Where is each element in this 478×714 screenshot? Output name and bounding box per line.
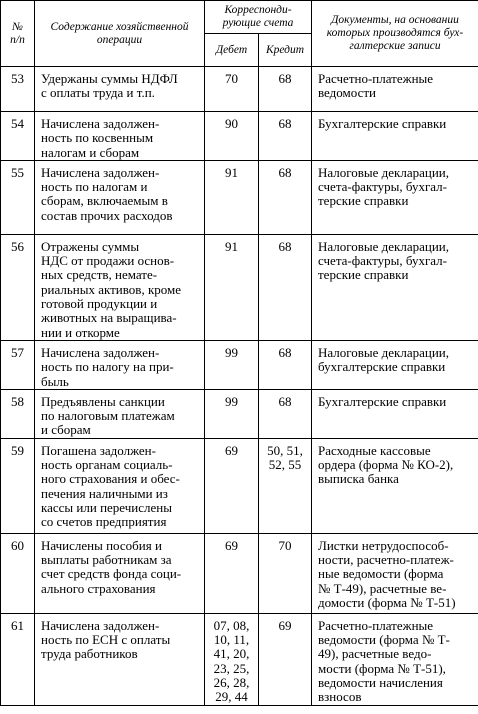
row-number-cell: 53 <box>1 67 35 112</box>
operation-text-line: риальных активов, кроме <box>41 281 182 297</box>
op-cell <box>35 438 205 533</box>
header-operation <box>35 1 205 67</box>
header-accounts-line: Корреспонди- <box>224 4 292 16</box>
header-accounts <box>205 1 312 34</box>
operation-text-line: ность по косвенным <box>41 130 154 146</box>
docs-cell <box>312 389 478 438</box>
table-row <box>1 160 478 234</box>
row-number-cell: 57 <box>1 340 35 389</box>
documents-text-line: Расходные кассовые <box>318 442 431 458</box>
operation-text-line: ного страхования и обес- <box>41 471 180 487</box>
credit-cell <box>259 234 312 340</box>
operation-text-line: ность органам социаль- <box>41 457 173 473</box>
documents-text-line: ности, расчетно-платеж- <box>318 552 454 568</box>
credit-cell <box>259 340 312 389</box>
row-number-cell: 60 <box>1 533 35 613</box>
documents-text-line: выписка банка <box>318 471 399 487</box>
debit-account: 91 <box>225 238 238 254</box>
row-number-cell: 61 <box>1 613 35 705</box>
header-documents-line: галтерские записи <box>349 40 441 52</box>
credit-cell <box>259 160 312 234</box>
debit-cell <box>205 340 259 389</box>
table-row <box>1 389 478 438</box>
header-documents-line: которых производятся бух- <box>326 27 464 39</box>
debit-cell <box>205 438 259 533</box>
operation-text-line: нии и откорме <box>41 324 120 340</box>
table-row <box>1 340 478 389</box>
operation-text-line: и сборам <box>41 422 91 438</box>
credit-account: 70 <box>278 537 292 553</box>
operation-text-line: Начислена задолжен- <box>41 116 160 131</box>
operation-text-line: труда работников <box>41 646 138 662</box>
debit-account: 29, 44 <box>215 689 248 705</box>
credit-cell <box>259 389 312 438</box>
credit-account: 50, 51, <box>267 442 303 458</box>
operation-text-line: ность по налогам и <box>41 179 148 195</box>
debit-account: 91 <box>225 164 238 180</box>
row-number-cell: 59 <box>1 438 35 533</box>
row-number-cell: 56 <box>1 234 35 340</box>
docs-cell <box>312 112 478 161</box>
operation-text-line: Удержаны суммы НДФЛ <box>41 71 178 86</box>
debit-account: 90 <box>225 116 238 131</box>
credit-account: 68 <box>278 116 292 131</box>
header-credit: Кредит <box>259 34 312 67</box>
docs-cell <box>312 613 478 705</box>
credit-account: 69 <box>278 617 292 633</box>
debit-cell <box>205 112 259 161</box>
operation-text-line: Начислена задолжен- <box>41 344 160 360</box>
credit-cell <box>259 613 312 705</box>
op-cell <box>35 613 205 705</box>
documents-text-line: ведомости начисления <box>318 674 443 690</box>
operation-text-line: выплаты работникам за <box>41 552 172 568</box>
table-row <box>1 438 478 533</box>
header-operation-line: Содержание хозяйственной <box>50 20 189 33</box>
operation-text-line: НДС от продажи основ- <box>41 253 175 269</box>
operation-text-line: ность по ЕСН с оплаты <box>41 632 171 648</box>
debit-cell <box>205 160 259 234</box>
documents-text-line: Расчетно-платежные <box>318 617 434 633</box>
debit-cell <box>205 234 259 340</box>
docs-cell <box>312 67 478 112</box>
operation-text-line: Начислена задолжен- <box>41 617 160 633</box>
operation-text-line: с оплаты труда и т.п. <box>41 85 155 101</box>
documents-text-line: Бухгалтерские справки <box>318 116 447 131</box>
header-num <box>1 1 35 67</box>
header-num-line: п/п <box>10 33 25 46</box>
debit-account: 26, 28, <box>213 674 250 690</box>
operation-text-line: ность по налогу на при- <box>41 359 174 375</box>
op-cell <box>35 533 205 613</box>
op-cell <box>35 67 205 112</box>
credit-account: 68 <box>278 71 292 86</box>
documents-text-line: домости (форма № Т-51) <box>318 594 456 610</box>
debit-account: 69 <box>225 442 238 458</box>
debit-account: 07, 08, <box>213 617 250 633</box>
documents-text-line: Расчетно-платежные <box>318 71 434 86</box>
debit-cell <box>205 389 259 438</box>
op-cell <box>35 160 205 234</box>
documents-text-line: Бухгалтерские справки <box>318 393 447 409</box>
documents-text-line: Листки нетрудоспособ- <box>318 537 449 553</box>
credit-cell <box>259 438 312 533</box>
header-documents <box>312 1 478 67</box>
debit-account: 10, 11, <box>213 632 250 648</box>
op-cell <box>35 112 205 161</box>
documents-text-line: ные ведомости (форма <box>318 566 444 582</box>
documents-text-line: Налоговые декларации, <box>318 238 450 254</box>
row-number-cell: 54 <box>1 112 35 161</box>
table-row <box>1 67 478 112</box>
docs-cell <box>312 438 478 533</box>
operation-text-line: сборам, включаемым в <box>41 193 168 209</box>
debit-account: 70 <box>225 71 238 86</box>
operation-text-line: налогам и сборам <box>41 144 140 160</box>
row-number-cell: 55 <box>1 160 35 234</box>
operation-text-line: Отражены суммы <box>41 238 140 254</box>
documents-text-line: счета-фактуры, бухгал- <box>318 253 447 269</box>
credit-cell <box>259 533 312 613</box>
debit-cell <box>205 67 259 112</box>
operation-text-line: готовой продукции и <box>41 296 158 312</box>
operation-text-line: счет средств фонда соци- <box>41 566 182 582</box>
operation-text-line: по налоговым платежам <box>41 408 175 424</box>
operation-text-line: ных средств, немате- <box>41 267 158 283</box>
documents-text-line: ордера (форма № КО-2), <box>318 457 454 473</box>
documents-text-line: мости (форма № Т-51), <box>318 660 446 676</box>
credit-account: 52, 55 <box>268 457 302 473</box>
header-debit: Дебет <box>205 34 259 67</box>
docs-cell <box>312 533 478 613</box>
header-accounts-line: рующие счета <box>222 17 294 29</box>
op-cell <box>35 340 205 389</box>
op-cell <box>35 389 205 438</box>
table-body <box>1 67 478 706</box>
debit-cell <box>205 533 259 613</box>
op-cell <box>35 234 205 340</box>
table-row <box>1 533 478 613</box>
table-row <box>1 112 478 161</box>
operation-text-line: быль <box>41 373 69 389</box>
debit-account: 69 <box>225 537 238 553</box>
documents-text-line: ведомости <box>318 85 376 101</box>
documents-text-line: Налоговые декларации, <box>318 344 450 360</box>
debit-cell <box>205 613 259 705</box>
documents-text-line: 49), расчетные ведо- <box>318 646 432 662</box>
operation-text-line: со счетов предприятия <box>41 514 167 530</box>
operation-text-line: Начислены пособия и <box>41 537 162 553</box>
operation-text-line: Предъявлены санкции <box>41 393 165 409</box>
table-row <box>1 234 478 340</box>
table-row <box>1 613 478 705</box>
debit-account: 41, 20, <box>213 646 250 662</box>
docs-cell <box>312 234 478 340</box>
operation-text-line: животных на выращива- <box>41 310 177 326</box>
header-num-line: № <box>12 20 23 33</box>
documents-text-line: Налоговые декларации, <box>318 164 450 180</box>
credit-cell <box>259 112 312 161</box>
documents-text-line: взносов <box>318 689 362 705</box>
table-header <box>1 1 478 67</box>
credit-account: 68 <box>278 164 292 180</box>
operation-text-line: ального страхования <box>41 580 156 596</box>
header-operation-line: операции <box>96 33 143 46</box>
documents-text-line: счета-фактуры, бухгал- <box>318 179 447 195</box>
operation-text-line: Погашена задолжен- <box>41 442 156 458</box>
credit-cell <box>259 67 312 112</box>
debit-account: 99 <box>225 344 238 360</box>
docs-cell <box>312 160 478 234</box>
documents-text-line: терские справки <box>318 193 409 209</box>
operation-text-line: Начислена задолжен- <box>41 164 160 180</box>
docs-cell <box>312 340 478 389</box>
operation-text-line: кассы или перечислены <box>41 499 172 515</box>
credit-account: 68 <box>278 238 292 254</box>
credit-account: 68 <box>278 393 292 409</box>
operation-text-line: печения наличными из <box>41 485 168 501</box>
documents-text-line: ведомости (форма № Т- <box>318 632 450 648</box>
row-number-cell: 58 <box>1 389 35 438</box>
debit-account: 23, 25, <box>213 660 250 676</box>
documents-text-line: № Т-49), расчетные ве- <box>318 580 447 596</box>
debit-account: 99 <box>225 393 238 409</box>
credit-account: 68 <box>278 344 292 360</box>
operation-text-line: состав прочих расходов <box>41 207 173 223</box>
documents-text-line: терские справки <box>318 267 409 283</box>
documents-text-line: бухгалтерские справки <box>318 359 446 375</box>
header-documents-line: Документы, на основании <box>331 14 459 26</box>
